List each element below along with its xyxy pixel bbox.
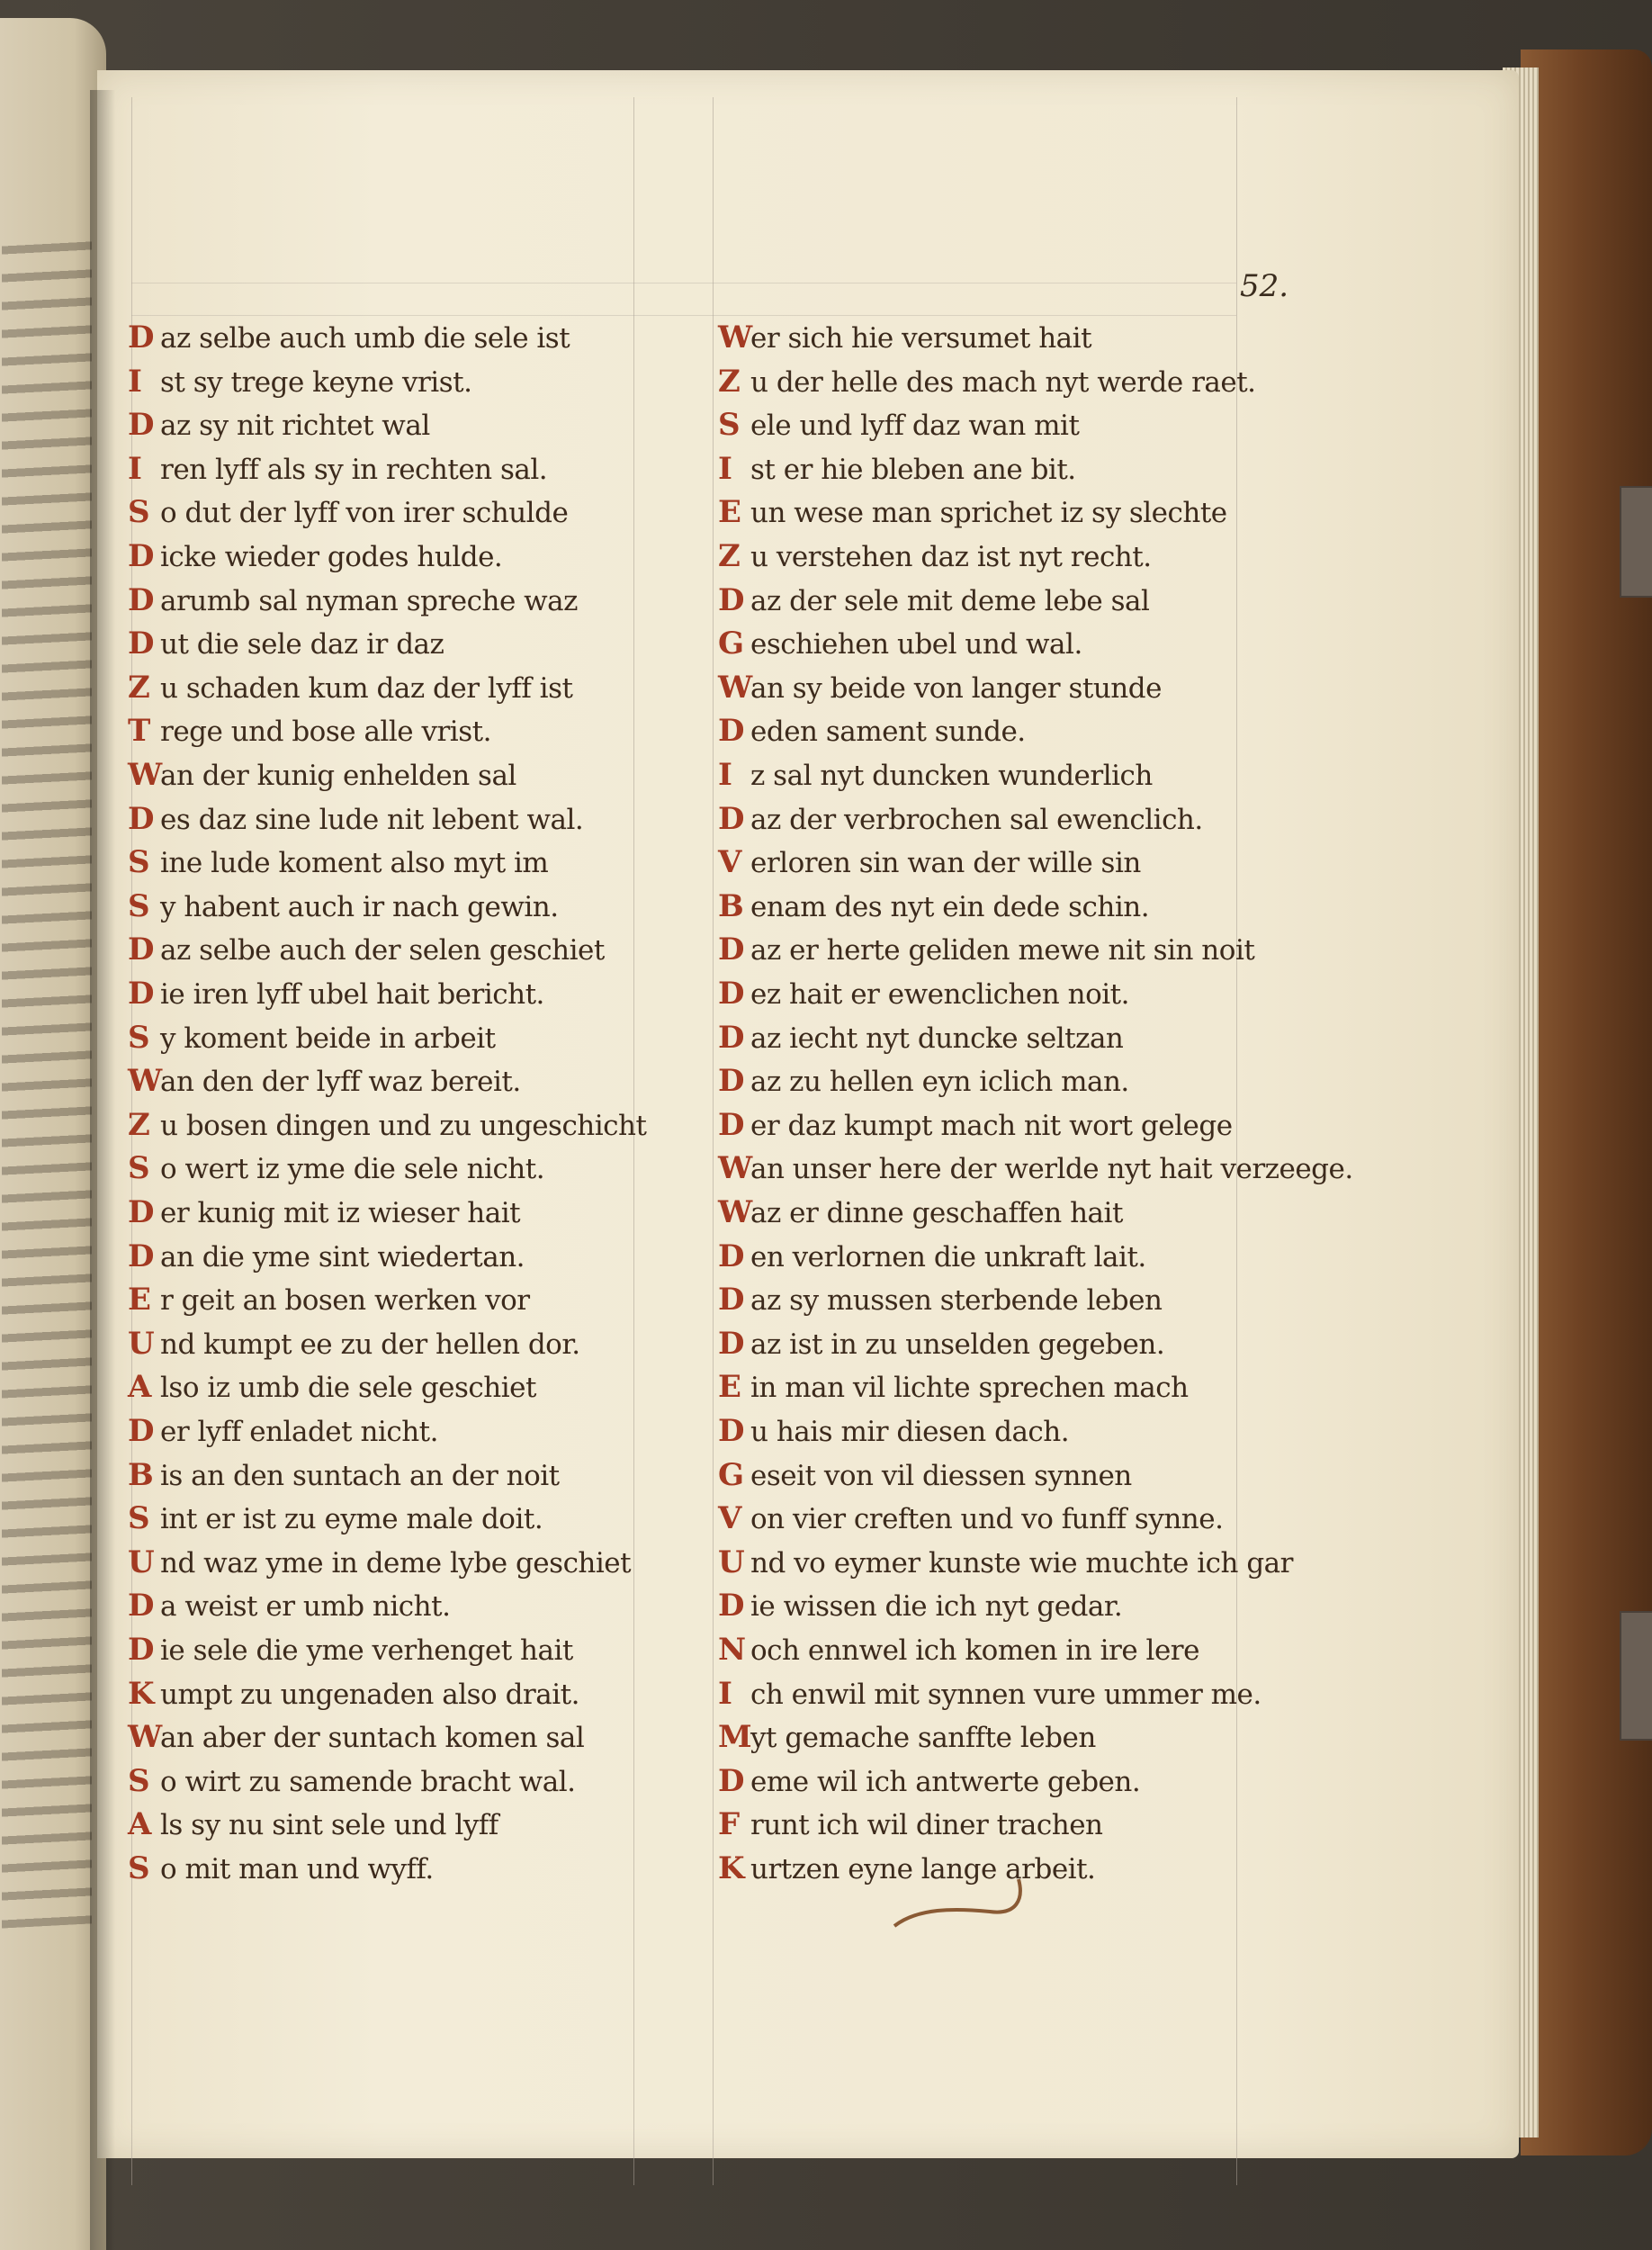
verse-line (128, 800, 584, 837)
verse-line (128, 1150, 545, 1187)
verse-line (718, 669, 1162, 706)
verse-text: an der kunig enhelden sal (160, 760, 516, 792)
verse-text: az der sele mit deme lebe sal (750, 584, 1150, 617)
rubricated-initial: I (128, 450, 142, 487)
verse-line (128, 322, 570, 354)
verse-text: y koment beide in arbeit (160, 1022, 496, 1055)
rubricated-initial: V (718, 844, 741, 881)
verse-text: u schaden kum daz der lyff ist (160, 671, 573, 705)
ruling-line (713, 97, 714, 2185)
verse-text: en verlornen die unkraft lait. (750, 1240, 1146, 1274)
rubricated-initial: W (128, 757, 162, 793)
verse-text: u bosen dingen und zu ungeschicht (160, 1109, 647, 1142)
verse-line (718, 934, 1254, 966)
rubricated-initial: A (128, 1369, 151, 1406)
verse-line (718, 1675, 1261, 1712)
verse-line (128, 1194, 521, 1230)
verse-line (128, 1719, 585, 1756)
verse-line (128, 669, 573, 706)
verse-line (128, 450, 548, 487)
rubricated-initial: D (128, 1238, 154, 1274)
verse-line (718, 757, 1153, 793)
rubricated-initial: D (718, 976, 744, 1012)
verse-text: lso iz umb die sele geschiet (160, 1372, 536, 1405)
rubricated-initial: W (718, 1194, 752, 1230)
verse-line (718, 1544, 1293, 1580)
verse-line (718, 1284, 1162, 1316)
verse-text: erloren sin wan der wille sin (750, 847, 1141, 880)
verse-line (718, 407, 1080, 444)
verse-line (718, 494, 1227, 531)
verse-line (128, 628, 444, 660)
verse-line (128, 494, 569, 531)
verse-text: er kunig mit iz wieser hait (160, 1197, 521, 1229)
rubricated-initial: D (128, 407, 154, 444)
rubricated-initial: S (128, 1500, 150, 1537)
verse-line (128, 1019, 496, 1056)
verse-text: er lyff enladet nicht. (160, 1416, 438, 1448)
verse-text: umpt zu ungenaden also drait. (160, 1678, 579, 1711)
verse-text: an aber der suntach komen sal (160, 1722, 585, 1755)
rubricated-initial: D (128, 932, 154, 968)
verse-text: st er hie bleben ane bit. (750, 453, 1076, 486)
rubricated-initial: S (128, 844, 150, 881)
verse-line (128, 1806, 498, 1843)
rubricated-initial: I (128, 363, 142, 400)
rubricated-initial: E (718, 1369, 741, 1406)
verse-text: eme wil ich antwerte geben. (750, 1765, 1141, 1798)
rubricated-initial: S (718, 407, 741, 444)
rubricated-initial: I (718, 757, 732, 793)
verse-text: ele und lyff daz wan mit (750, 410, 1080, 443)
verse-text: in man vil lichte sprechen mach (750, 1372, 1189, 1405)
verse-text: eschiehen ubel und wal. (750, 628, 1082, 662)
verse-line (128, 1675, 579, 1712)
clasp-bottom (1620, 1611, 1652, 1741)
rubricated-initial: D (718, 1588, 744, 1624)
rubricated-initial: S (128, 1150, 150, 1187)
rubricated-initial: G (718, 1456, 744, 1493)
verse-text: st sy trege keyne vrist. (160, 365, 472, 399)
rubricated-initial: W (718, 669, 752, 706)
verse-text: un wese man sprichet iz sy slechte (750, 497, 1227, 530)
verse-line (718, 887, 1150, 924)
rubricated-initial: D (128, 626, 154, 662)
clasp-top (1620, 486, 1652, 598)
verse-text: och ennwel ich komen in ire lere (750, 1634, 1199, 1667)
verse-line (718, 1762, 1141, 1799)
verse-text: eden sament sunde. (750, 716, 1026, 749)
rubricated-initial: A (128, 1806, 151, 1843)
rubricated-initial: S (128, 1019, 150, 1056)
rubricated-initial: S (128, 494, 150, 531)
verse-line (718, 1719, 1096, 1756)
verse-text: az der verbrochen sal ewenclich. (750, 803, 1203, 836)
verse-text: an die yme sint wiedertan. (160, 1240, 525, 1274)
rubricated-initial: I (718, 1675, 732, 1712)
verse-line (718, 844, 1141, 881)
verse-text: ie iren lyff ubel hait bericht. (160, 978, 544, 1011)
ruling-line (131, 283, 1236, 284)
verse-line (128, 1325, 580, 1362)
rubricated-initial: T (128, 713, 150, 750)
verse-line (128, 978, 544, 1010)
verse-line (128, 1106, 647, 1143)
rubricated-initial: S (128, 1850, 150, 1886)
left-text-column (128, 322, 677, 1888)
verse-text: arumb sal nyman spreche waz (160, 584, 578, 617)
rubricated-initial: N (718, 1632, 746, 1668)
verse-text: on vier creften und vo funff synne. (750, 1503, 1224, 1536)
verse-line (718, 713, 1026, 750)
verse-text: er sich hie versumet hait (750, 322, 1092, 355)
verse-line (128, 1456, 560, 1493)
verse-line (128, 1590, 450, 1622)
verse-text: es daz sine lude nit lebent wal. (160, 803, 584, 836)
gutter-shadow (90, 90, 115, 2250)
verse-text: ren lyff als sy in rechten sal. (160, 453, 548, 486)
rubricated-initial: K (718, 1850, 745, 1886)
verse-line (718, 628, 1082, 660)
verse-text: eseit von vil diessen synnen (750, 1459, 1132, 1492)
verse-line (718, 978, 1129, 1010)
verse-line (718, 1019, 1124, 1056)
verse-line (718, 1500, 1224, 1537)
folio-number: 52. (1240, 268, 1289, 304)
verse-text: icke wieder godes hulde. (160, 541, 503, 573)
verse-line (718, 1063, 1129, 1100)
verse-text: z sal nyt duncken wunderlich (750, 760, 1153, 792)
verse-line (718, 1590, 1122, 1622)
verse-text: r geit an bosen werken vor (160, 1284, 530, 1318)
verse-line (128, 1850, 434, 1886)
rubricated-initial: D (718, 1019, 744, 1056)
verse-line (128, 538, 503, 574)
verse-text: ch enwil mit synnen vure ummer me. (750, 1678, 1261, 1711)
verse-line (718, 1456, 1132, 1493)
verse-line (718, 1106, 1233, 1143)
verse-text: az iecht nyt duncke seltzan (750, 1022, 1124, 1055)
rubricated-initial: D (718, 713, 744, 750)
rubricated-initial: D (128, 1632, 154, 1668)
verse-text: nd kumpt ee zu der hellen dor. (160, 1328, 580, 1361)
rubricated-initial: D (718, 581, 744, 618)
verse-text: o wert iz yme die sele nicht. (160, 1153, 545, 1186)
rubricated-initial: F (718, 1806, 740, 1843)
rubricated-initial: D (128, 1588, 154, 1624)
verse-line (128, 1634, 573, 1666)
verse-text: rege und bose alle vrist. (160, 716, 491, 749)
verse-text: ie wissen die ich nyt gedar. (750, 1590, 1123, 1624)
verse-text: az er herte geliden mewe nit sin noit (750, 934, 1255, 968)
verse-line (718, 800, 1203, 837)
rubricated-initial: D (718, 932, 744, 968)
verse-text: u hais mir diesen dach. (750, 1416, 1070, 1448)
verse-line (718, 1806, 1103, 1843)
verse-text: a weist er umb nicht. (160, 1590, 451, 1624)
verse-line (128, 887, 559, 924)
verse-line (718, 450, 1076, 487)
verse-line (128, 1238, 525, 1274)
facing-page-text (2, 231, 92, 1928)
rubricated-initial: D (718, 1325, 744, 1362)
verse-text: an unser here der werlde nyt hait verzeege. (750, 1153, 1353, 1186)
rubricated-initial: D (128, 1194, 154, 1230)
verse-text: az sy nit richtet wal (160, 410, 430, 443)
verse-line (128, 757, 516, 793)
rubricated-initial: W (128, 1719, 162, 1756)
verse-line (718, 363, 1256, 400)
verse-line (718, 1325, 1165, 1362)
ruling-line (131, 315, 1236, 316)
rubricated-initial: D (718, 1282, 744, 1318)
rubricated-initial: D (718, 1063, 744, 1100)
book-binding (1521, 50, 1652, 2156)
verse-line (128, 1369, 536, 1406)
rubricated-initial: G (718, 626, 744, 662)
rubricated-initial: Z (718, 363, 741, 400)
rubricated-initial: Z (128, 1106, 150, 1143)
rubricated-initial: D (718, 1413, 744, 1449)
verse-text: ie sele die yme verhenget hait (160, 1634, 573, 1667)
verse-text: o mit man und wyff. (160, 1853, 434, 1886)
rubricated-initial: B (718, 887, 744, 924)
verse-text: an den der lyff waz bereit. (160, 1066, 521, 1099)
verse-text: az sy mussen sterbende leben (750, 1284, 1163, 1318)
rubricated-initial: U (128, 1325, 155, 1362)
verse-text: az er dinne geschaffen hait (750, 1197, 1123, 1229)
rubricated-initial: S (128, 1762, 150, 1799)
verse-line (128, 407, 430, 444)
rubricated-initial: E (718, 494, 741, 531)
verse-text: nd waz yme in deme lybe geschiet (160, 1546, 632, 1580)
rubricated-initial: D (718, 1106, 744, 1143)
verse-text: u der helle des mach nyt werde raet. (750, 365, 1256, 399)
rubricated-initial: D (128, 581, 154, 618)
verse-text: y habent auch ir nach gewin. (160, 890, 559, 923)
verse-text: ez hait er ewenclichen noit. (750, 978, 1129, 1011)
verse-text: er daz kumpt mach nit wort gelege (750, 1109, 1233, 1142)
rubricated-initial: D (718, 1762, 744, 1799)
rubricated-initial: S (128, 887, 150, 924)
verse-text: enam des nyt ein dede schin. (750, 890, 1150, 923)
verse-text: is an den suntach an der noit (160, 1459, 560, 1492)
verse-text: az selbe auch umb die sele ist (160, 322, 570, 355)
verse-text: urtzen eyne lange arbeit. (750, 1853, 1096, 1886)
rubricated-initial: D (128, 800, 154, 837)
rubricated-initial: V (718, 1500, 741, 1537)
verse-line (128, 844, 549, 881)
verse-text: u verstehen daz ist nyt recht. (750, 541, 1152, 573)
verse-line (718, 322, 1091, 354)
verse-line (128, 1284, 530, 1316)
verse-line (718, 1238, 1146, 1274)
rubricated-initial: D (718, 1238, 744, 1274)
right-text-column (718, 322, 1366, 1888)
verse-line (718, 1634, 1199, 1666)
verse-text: az selbe auch der selen geschiet (160, 934, 605, 968)
verse-line (128, 1413, 438, 1449)
verse-text: az ist in zu unselden gegeben. (750, 1328, 1165, 1361)
decorative-flourish (891, 1872, 1035, 1944)
rubricated-initial: D (128, 1413, 154, 1449)
verse-line (128, 1544, 632, 1580)
verse-line (718, 1194, 1123, 1230)
verse-line (718, 1369, 1189, 1406)
verse-line (718, 1150, 1353, 1187)
verse-text: yt gemache sanffte leben (750, 1722, 1096, 1755)
rubricated-initial: D (128, 538, 154, 574)
rubricated-initial: K (128, 1675, 155, 1712)
rubricated-initial: U (128, 1544, 155, 1580)
rubricated-initial: Z (128, 669, 150, 706)
verse-line (128, 934, 605, 966)
verse-line (128, 1500, 543, 1537)
verse-text: ls sy nu sint sele und lyff (160, 1809, 498, 1842)
verse-text: az zu hellen eyn iclich man. (750, 1066, 1129, 1099)
verse-line (128, 713, 491, 750)
verse-text: o dut der lyff von irer schulde (160, 497, 569, 530)
verse-text: o wirt zu samende bracht wal. (160, 1765, 576, 1798)
rubricated-initial: W (718, 320, 752, 356)
rubricated-initial: Z (718, 538, 741, 574)
verse-text: ut die sele daz ir daz (160, 628, 444, 662)
verse-text: nd vo eymer kunste wie muchte ich gar (750, 1546, 1293, 1580)
rubricated-initial: I (718, 450, 732, 487)
rubricated-initial: D (128, 976, 154, 1012)
verse-line (718, 581, 1150, 618)
rubricated-initial: D (718, 800, 744, 837)
verse-line (128, 1762, 576, 1799)
verse-line (128, 581, 578, 618)
verse-line (128, 1063, 521, 1100)
verse-line (718, 538, 1152, 574)
verse-text: runt ich wil diner trachen (750, 1809, 1103, 1842)
rubricated-initial: W (128, 1063, 162, 1100)
rubricated-initial: M (718, 1719, 752, 1756)
rubricated-initial: B (128, 1456, 154, 1493)
verse-text: an sy beide von langer stunde (750, 671, 1162, 705)
verse-line (718, 1413, 1070, 1449)
rubricated-initial: D (128, 320, 154, 356)
rubricated-initial: U (718, 1544, 745, 1580)
verse-text: int er ist zu eyme male doit. (160, 1503, 543, 1536)
verse-text: ine lude koment also myt im (160, 847, 549, 880)
rubricated-initial: E (128, 1282, 151, 1318)
rubricated-initial: W (718, 1150, 752, 1187)
verse-line (128, 363, 472, 400)
